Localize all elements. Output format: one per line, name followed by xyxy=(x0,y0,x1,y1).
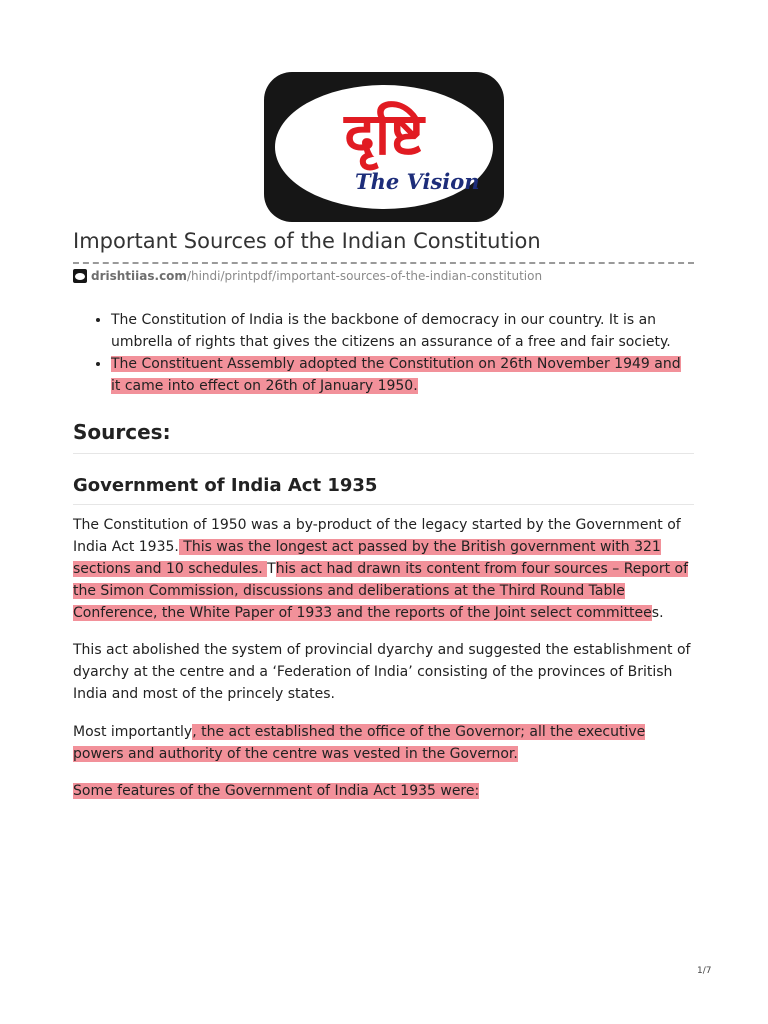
drishti-favicon-icon xyxy=(73,269,87,283)
sources-heading: Sources: xyxy=(73,419,694,454)
page-number: 1/7 xyxy=(697,966,712,976)
paragraph-dyarchy: This act abolished the system of provincial dyarchy and suggested the establishment of dyarchy at the centre and a ‘Federation of India’ consisting of the provinces of British India and most of the princely states. xyxy=(73,642,691,702)
highlighted-text: This was the longest act passed by the British government with 321 sections and 10 schedules. xyxy=(73,539,661,577)
list-item xyxy=(111,353,693,397)
highlighted-text: , the act established the office of the Governor; all the executive powers and authority of the centre was vested in the Governor. xyxy=(73,724,646,762)
page-title: Important Sources of the Indian Constitution xyxy=(73,229,541,253)
text-span: Most importantly xyxy=(73,724,193,740)
highlighted-text: Some features of the Government of India Act 1935 were: xyxy=(73,783,480,799)
logo-ellipse xyxy=(275,85,493,209)
paragraph-governor xyxy=(73,721,698,765)
logo-hindi-text: दृष्टि xyxy=(344,100,424,168)
logo-english-text: The Vision xyxy=(355,169,480,194)
section-heading: Government of India Act 1935 xyxy=(73,474,694,505)
paragraph-features xyxy=(73,780,698,802)
bullet-text: The Constitution of India is the backbone of democracy in our country. It is an umbrella of rights that gives the citizens an assurance of a free and fair society. xyxy=(111,312,671,350)
drishti-logo xyxy=(264,72,504,222)
text-span: T xyxy=(267,561,276,577)
intro-bullet-list xyxy=(73,309,693,397)
source-link[interactable] xyxy=(73,269,542,283)
title-divider xyxy=(73,262,694,264)
highlighted-text: his act had drawn its content from four sources – Report of the Simon Commission, discussions and deliberations at the Third Round Table Conference, the White Paper of 1933 and the reports of the Joint select committee xyxy=(73,561,689,621)
source-domain[interactable]: drishtiias.com xyxy=(91,269,187,283)
paragraph-legacy xyxy=(73,514,698,624)
list-item xyxy=(111,309,693,353)
source-path[interactable]: /hindi/printpdf/important-sources-of-the-indian-constitution xyxy=(186,269,543,283)
text-span: s. xyxy=(651,605,664,621)
text-span: The Constitution of 1950 was a by-product of the legacy started by the Government of India Act 1935. xyxy=(73,517,681,555)
bullet-text-highlighted: The Constituent Assembly adopted the Constitution on 26th November 1949 and it came into effect on 26th of January 1950. xyxy=(111,356,681,394)
